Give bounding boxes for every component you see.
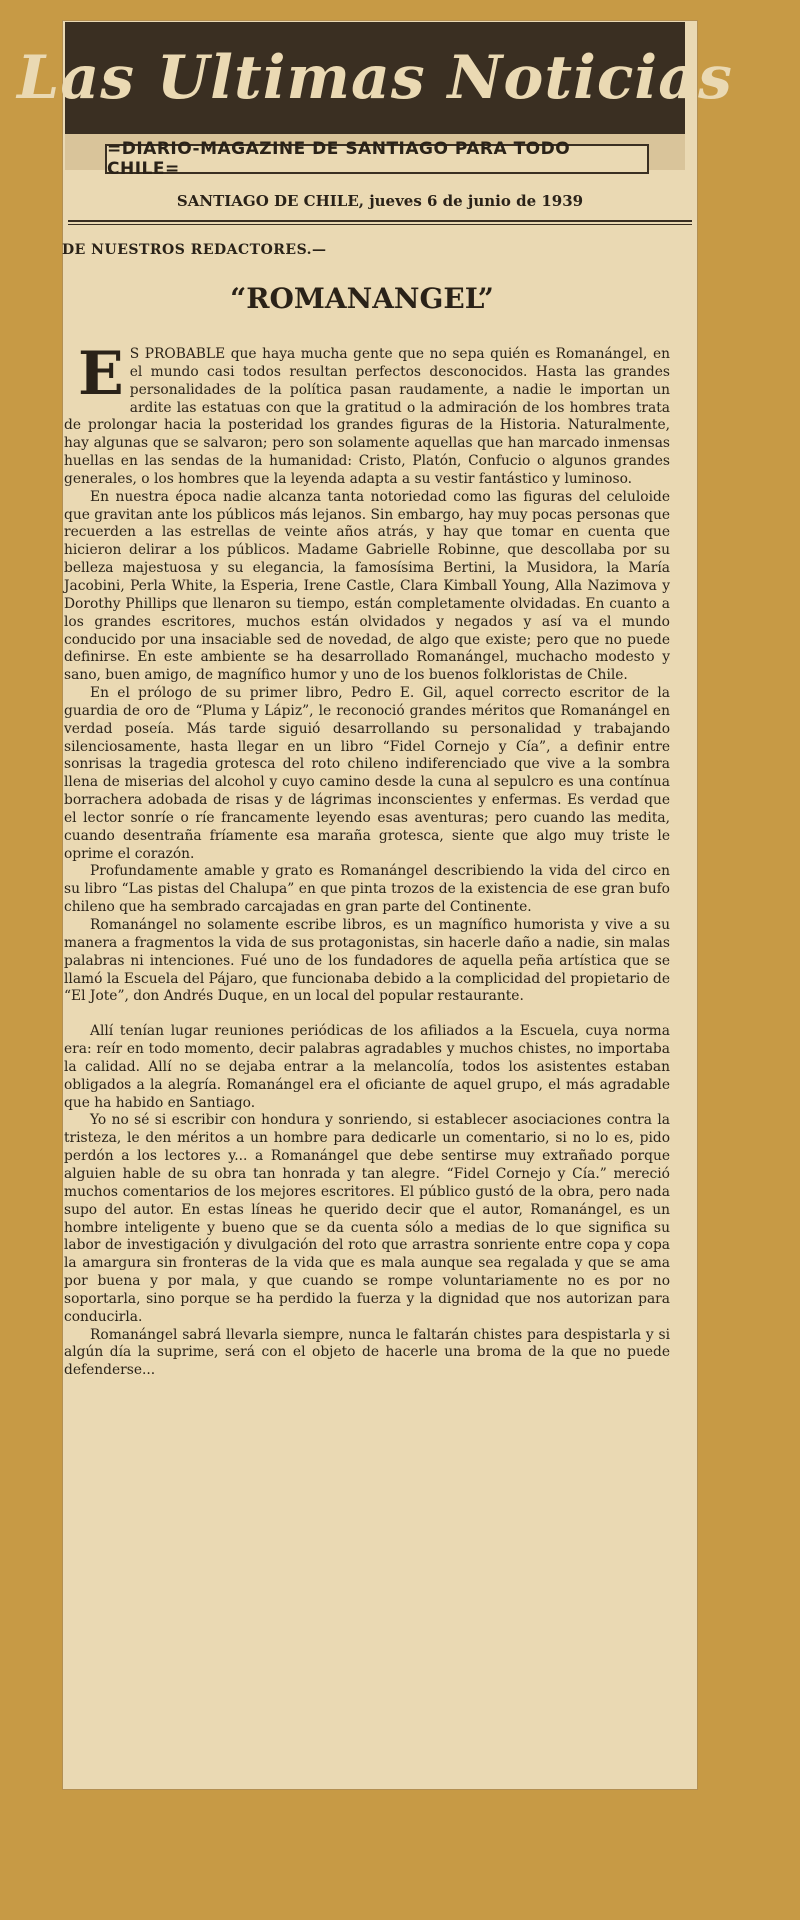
article-paragraph: En el prólogo de su primer libro, Pedro E. Gil, aquel correcto escritor de la guardia de oro de “Pluma y Lápiz”, le reconoció grandes méritos que Romanángel en verdad poseía. Más tarde siguió desarrollando su personalidad y trabajando silenciosamente, hasta llegar en un libro “Fidel Cornejo y Cía”, a definir entre sonrisas la tragedia grotesca del roto chileno indiferenciado que vive a la sombra llena de miserias del alcohol y cuyo camino desde la cuna al sepulcro es una contínua borrachera adobada de risas y de lágrimas inconscientes y enfermas. Es verdad que el lector sonríe o ríe francamente leyendo esas aventuras; pero cuando las medita, cuando desentraña fríamente esa maraña grotesca, siente que algo muy triste le oprime el corazón. (64, 685, 670, 862)
article-paragraph: En nuestra época nadie alcanza tanta notoriedad como las figuras del celuloide que gravitan ante los públicos más lejanos. Sin embargo, hay muy pocas personas que recuerden a las estrellas de veinte años atrás, y hay que tomar en cuenta que hicieron delirar a los públicos. Madame Gabrielle Robinne, que descollaba por su belleza majestuosa y su elegancia, la famosísima Bertini, la Musidora, la María Jacobini, Perla White, la Esperia, Irene Castle, Clara Kimball Young, Alla Nazimova y Dorothy Phillips que llenaron su tiempo, están completamente olvidadas. En cuanto a los grandes escritores, muchos están olvidados y negados y así va el mundo conducido por una insaciable sed de novedad, de algo que existe; pero que no puede definirse. En este ambiente se ha desarrollado Romanángel, muchacho modesto y sano, buen amigo, de magnífico humor y uno de los buenos folkloristas de Chile. (64, 488, 670, 684)
divider (68, 220, 692, 222)
newspaper-title: Las Ultimas Noticias (17, 43, 733, 113)
article-paragraph: Allí tenían lugar reuniones periódicas de los afiliados a la Escuela, cuya norma era: reír en todo momento, decir palabras agradables y muchos chistes, no importaba la calidad. Allí no se dejaba entrar a la melancolía, todos los asistentes estaban obligados a la alegría. Romanángel era el oficiante de aquel grupo, el más agradable que ha habido en Santiago. (64, 1023, 670, 1111)
article-paragraph: Romanángel sabrá llevarla siempre, nunca le faltarán chistes para despistarla y si algún día la suprime, será con el objeto de hacerle una broma de la que no puede defenderse... (64, 1326, 670, 1379)
drop-cap: E (78, 339, 124, 409)
article-paragraph: Yo no sé si escribir con hondura y sonriendo, si establecer asociaciones contra la tristeza, le den méritos a un hombre para dedicarle un comentario, si no lo es, pido perdón a los lectores y... a Romanángel que debe sentirse muy extrañado porque alguien hable de su obra tan honrada y tan alegre. “Fidel Cornejo y Cía.” mereció muchos comentarios de los mejores escritores. El público gustó de la obra, pero nada supo del autor. En estas líneas he querido decir que el autor, Romanángel, es un hombre inteligente y bueno que se da cuenta sólo a medias de lo que significa su labor de investigación y divulgación del roto que arrastra sonriente entre copa y copa la amargura sin fronteras de la vida que es mala aunque sea regalada y que se ama por buena y por mala, y que cuando se rompe voluntariamente no es por no soportarla, sino porque se ha perdido la fuerza y la dignidad que nos autorizan para conducirla. (64, 1112, 670, 1325)
dateline: SANTIAGO DE CHILE, jueves 6 de junio de 1939 (176, 192, 584, 210)
newspaper-clipping (17, 20, 733, 1790)
article-headline: “ROMANANGEL” (230, 282, 494, 315)
masthead (17, 22, 733, 179)
article-body (64, 339, 670, 1380)
masthead-tagline: =DIARIO-MAGAZINE DE SANTIAGO PARA TODO CHILE= (105, 144, 649, 174)
divider (68, 224, 692, 225)
article-paragraph: E S PROBABLE que haya mucha gente que no sepa quién es Romanángel, en el mundo casi todos resultan perfectos desconocidos. Hasta las grandes personalidades de la política pasan raudamente, a nadie le importan un ardite las estatuas con que la gratitud o la admiración de los hombres trata de prolongar hacia la posteridad los grandes figuras de la Historia. Naturalmente, hay algunas que se salvaron; pero son solamente aquellas que han marcado inmensas huellas en las sendas de la humanidad: Cristo, Platón, Confucio o algunos grandes generales, o los hombres que la leyenda adapta a su vestir fantástico y luminoso. (64, 339, 670, 487)
newspaper-logo (17, 22, 733, 134)
article-paragraph: Profundamente amable y grato es Romanángel describiendo la vida del circo en su libro “Las pistas del Chalupa” en que pinta trozos de la existencia de ese gran bufo chileno que ha sembrado carcajadas en gran parte del Continente. (64, 863, 670, 916)
section-label: DE NUESTROS REDACTORES.— (62, 242, 327, 258)
article-paragraph: Romanángel no solamente escribe libros, es un magnífico humorista y vive a su manera a fragmentos la vida de sus protagonistas, sin hacerle daño a nadie, sin malas palabras ni intenciones. Fué uno de los fundadores de aquella peña artística que se llamó la Escuela del Pájaro, que funcionaba debido a la complicidad del propietario de “El Jote”, don Andrés Duque, en un local del popular restaurante. (64, 917, 670, 1005)
